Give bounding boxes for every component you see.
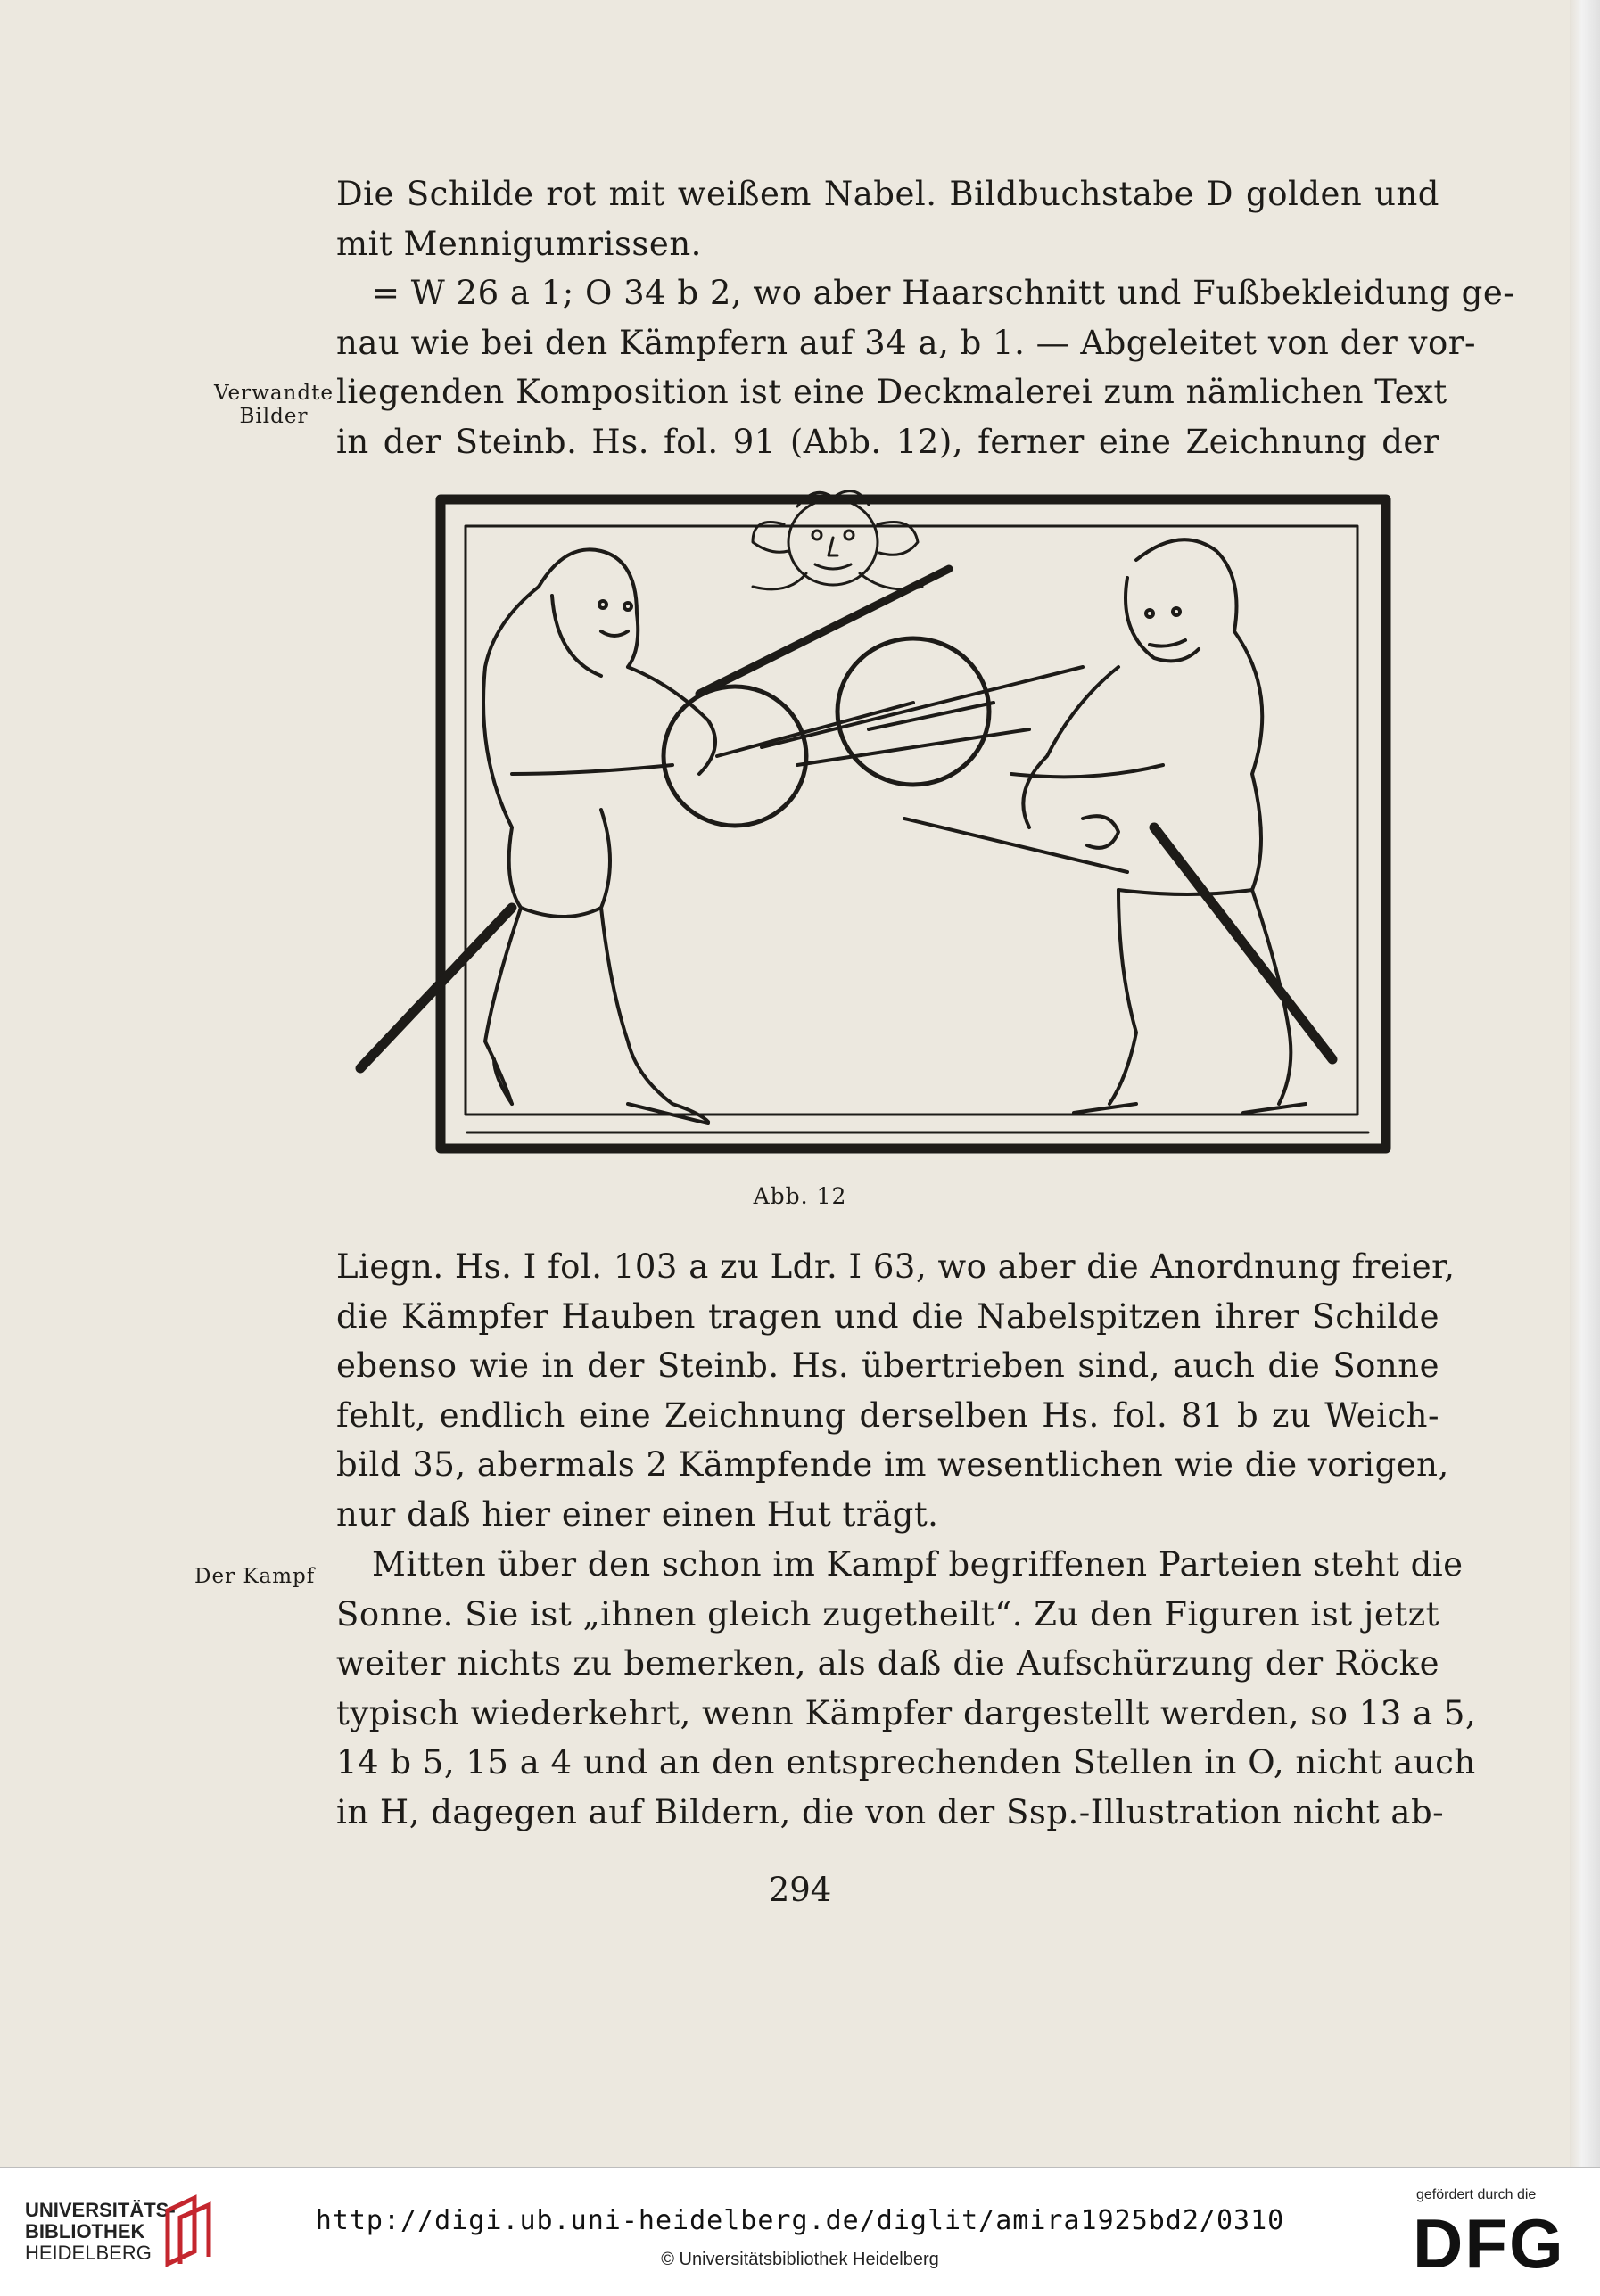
text-line: Sonne. Sie ist „ihnen gleich zugetheilt“. Zu den Figuren ist jetzt (336, 1594, 1439, 1634)
frame-outer (441, 499, 1386, 1148)
marginal-line: Bilder (239, 405, 309, 428)
left-fighter-drawing (483, 549, 715, 1123)
paragraph-1 (336, 169, 1439, 268)
text-line: in H, dagegen auf Bildern, die von der Ssp.-Illustration nicht ab- (336, 1792, 1445, 1831)
left-upper-sword (699, 569, 949, 694)
text-line: liegenden Komposition ist eine Deckmalerei zum nämlichen Text (336, 373, 1447, 411)
page-number: 294 (768, 1871, 832, 1909)
text-line: Mitten über den schon im Kampf begriffenen Parteien steht die (372, 1545, 1464, 1584)
figure-caption: Abb. 12 (753, 1183, 847, 1209)
sun-face-drawing (753, 491, 922, 589)
text-line: 14 b 5, 15 a 4 und an den entsprechenden Stellen in O, nicht auch (336, 1743, 1476, 1782)
right-sword (1154, 827, 1332, 1059)
copyright-notice: © Universitätsbibliothek Heidelberg (661, 2250, 939, 2269)
text-line: fehlt, endlich eine Zeichnung derselben Hs. fol. 81 b zu Weich- (336, 1395, 1439, 1435)
marginal-note-der-kampf: Der Kampf (194, 1565, 316, 1588)
text-line: Die Schilde rot mit weißem Nabel. Bildbuchstabe D golden und (336, 175, 1439, 213)
marginal-line: Verwandte (214, 382, 334, 405)
paragraph-4 (336, 1540, 1477, 1837)
paragraph-2 (336, 268, 1515, 466)
text-line: bild 35, abermals 2 Kämpfende im wesentlichen wie die vorigen, (336, 1445, 1449, 1484)
right-lower-sword (904, 819, 1127, 872)
right-shield (837, 638, 989, 785)
text-line: nau wie bei den Kämpfern auf 34 a, b 1. — Abgeleitet von der vor- (336, 323, 1476, 362)
library-line: UNIVERSITÄTS- (25, 2199, 176, 2221)
paragraph-3 (336, 1242, 1456, 1539)
figure-illustration (334, 489, 1418, 1171)
text-line: typisch wiederkehrt, wenn Kämpfer dargestellt werden, so 13 a 5, (336, 1693, 1477, 1732)
text-line: ebenso wie in der Steinb. Hs. übertrieben sind, auch die Sonne (336, 1346, 1439, 1385)
permalink-url[interactable]: http://digi.ub.uni-heidelberg.de/diglit/amira1925bd2/0310 (315, 2205, 1285, 2236)
viewer-footer (0, 2167, 1600, 2296)
text-line: = W 26 a 1; O 34 b 2, wo aber Haarschnitt und Fußbekleidung ge- (372, 274, 1515, 312)
library-line: HEIDELBERG (25, 2242, 152, 2264)
page-edge (1570, 0, 1600, 2167)
text-line: in der Steinb. Hs. fol. 91 (Abb. 12), ferner eine Zeichnung der (336, 422, 1439, 461)
dfg-logo: DFG (1413, 2204, 1565, 2283)
funding-note: gefördert durch die (1416, 2187, 1537, 2202)
text-line: nur daß hier einer einen Hut trägt. (336, 1494, 939, 1534)
library-line: BIBLIOTHEK (25, 2220, 145, 2243)
text-line: weiter nichts zu bemerken, als daß die Aufschürzung der Röcke (336, 1644, 1439, 1683)
marginal-note-verwandte-bilder (207, 382, 341, 428)
text-line: mit Mennigumrissen. (336, 224, 702, 263)
left-shield (664, 687, 806, 826)
text-line: Liegn. Hs. I fol. 103 a zu Ldr. I 63, wo aber die Anordnung freier, (336, 1247, 1456, 1286)
text-line: die Kämpfer Hauben tragen und die Nabelspitzen ihrer Schilde (336, 1296, 1439, 1336)
